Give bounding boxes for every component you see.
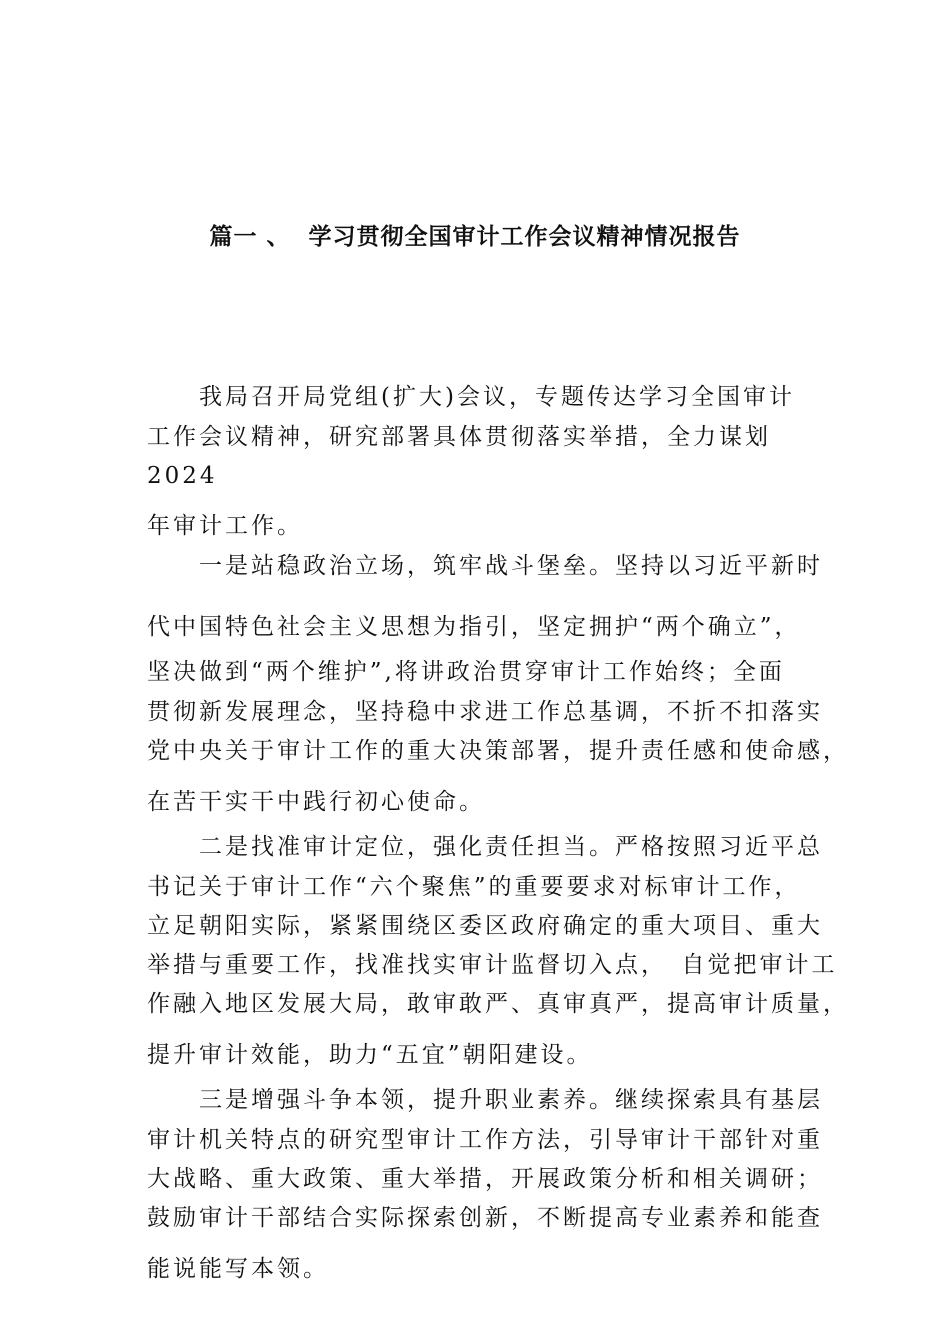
body-line: 党中央关于审计工作的重大决策部署，提升责任感和使命感， <box>147 738 849 764</box>
body-line: 提升审计效能，助力“五宜”朝阳建设。 <box>147 1042 593 1068</box>
body-line: 二是找准审计定位，强化责任担当。严格按照习近平总 <box>147 834 823 860</box>
body-line: 举措与重要工作，找准找实审计监督切入点， 自觉把审计工 <box>147 952 838 978</box>
body-line: 工作会议精神，研究部署具体贯彻落实举措，全力谋划 <box>147 424 771 450</box>
document-title: 篇一 、 学习贯彻全国审计工作会议精神情况报告 <box>209 224 741 250</box>
body-line: 贯彻新发展理念，坚持稳中求进工作总基调，不折不扣落实 <box>147 699 823 725</box>
body-line: 书记关于审计工作“六个聚焦”的重要要求对标审计工作， <box>147 874 801 900</box>
body-line: 大战略、重大政策、重大举措，开展政策分析和相关调研； <box>147 1166 823 1192</box>
body-line: 作融入地区发展大局，敢审敢严、真审真严，提高审计质量， <box>147 991 849 1017</box>
body-line: 坚决做到“两个维护”,将讲政治贯穿审计工作始终；全面 <box>147 659 785 685</box>
body-line: 在苦干实干中践行初心使命。 <box>147 789 485 815</box>
body-line: 年审计工作。 <box>147 513 303 539</box>
body-line: 能说能写本领。 <box>147 1256 329 1282</box>
body-line: 我局召开局党组(扩大)会议，专题传达学习全国审计 <box>147 384 795 410</box>
body-line: 代中国特色社会主义思想为指引，坚定拥护“两个确立”， <box>147 614 801 640</box>
body-line: 一是站稳政治立场，筑牢战斗堡垒。坚持以习近平新时 <box>147 553 823 579</box>
body-line: 三是增强斗争本领，提升职业素养。继续探索具有基层 <box>147 1087 823 1113</box>
body-line: 2024 <box>147 463 218 489</box>
body-line: 立足朝阳实际，紧紧围绕区委区政府确定的重大项目、重大 <box>147 913 823 939</box>
body-line: 审计机关特点的研究型审计工作方法，引导审计干部针对重 <box>147 1127 823 1153</box>
body-line: 鼓励审计干部结合实际探索创新，不断提高专业素养和能查 <box>147 1205 823 1231</box>
